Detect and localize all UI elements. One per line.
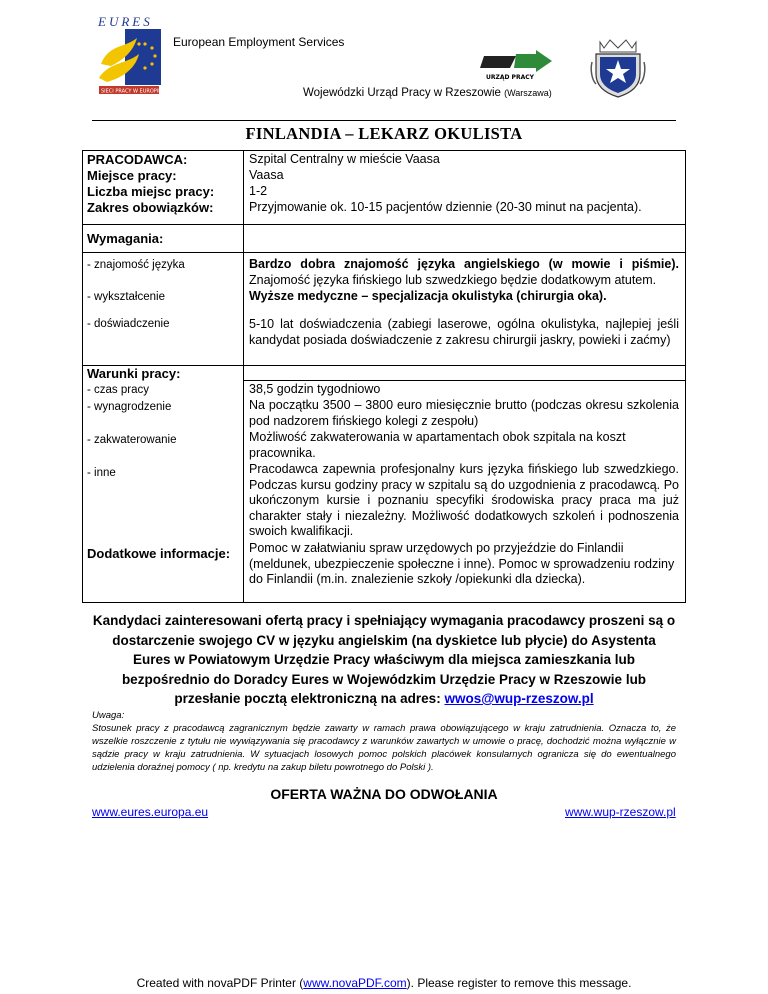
housing-value: Możliwość zakwaterowania w apartamentach obok szpitala na koszt pracownika. bbox=[249, 430, 626, 460]
office-note: (Warszawa) bbox=[504, 88, 552, 98]
header-divider bbox=[92, 120, 676, 121]
page-title: FINLANDIA – LEKARZ OKULISTA bbox=[245, 124, 523, 143]
duties-label: Zakres obowiązków: bbox=[87, 200, 214, 215]
row-divider bbox=[83, 224, 685, 225]
place-value: Vaasa bbox=[249, 168, 284, 182]
employer-label: PRACODAWCA: bbox=[87, 152, 188, 167]
offer-validity: OFERTA WAŻNA DO ODWOŁANIA bbox=[270, 786, 498, 802]
wup-website-link[interactable]: www.wup-rzeszow.pl bbox=[565, 805, 676, 819]
coat-of-arms-icon bbox=[590, 36, 646, 98]
place-label: Miejsce pracy: bbox=[87, 168, 177, 183]
education-label: - wykształcenie bbox=[87, 291, 165, 303]
column-divider bbox=[243, 151, 244, 602]
pdf-footer bbox=[0, 976, 768, 990]
requirements-label: Wymagania: bbox=[87, 231, 164, 246]
count-value: 1-2 bbox=[249, 184, 268, 198]
eures-logo-text: EURES bbox=[98, 14, 153, 29]
experience-value: 5-10 lat doświadczenia (zabiegi laserowe, ogólna okulistyka, najlepiej jeśli kandydat posiada doświadczenie z zakresu chirurgii jaskry, powieki i zaćmy) bbox=[249, 317, 679, 347]
note-heading: Uwaga: bbox=[92, 710, 125, 721]
work-time-value: 38,5 godzin tygodniowo bbox=[249, 382, 381, 396]
email-link[interactable]: wwos@wup-rzeszow.pl bbox=[444, 691, 594, 706]
work-time-label: - czas pracy bbox=[87, 384, 149, 396]
eures-logo-caption: SIECI PRACY W EUROPIE bbox=[101, 88, 162, 95]
count-label: Liczba miejsc pracy: bbox=[87, 184, 215, 199]
application-instructions bbox=[92, 611, 676, 709]
education-value: Wyższe medyczne – specjalizacja okulistyka (chirurgia oka). bbox=[249, 289, 607, 303]
experience-label: - doświadczenie bbox=[87, 318, 170, 330]
novapdf-link[interactable]: www.novaPDF.com bbox=[303, 976, 407, 990]
row-divider bbox=[83, 252, 685, 253]
job-offer-table bbox=[82, 150, 686, 603]
extra-info-value: Pomoc w załatwianiu spraw urzędowych po przyjeździe do Finlandii (meldunek, ubezpieczenie społeczne i inne). Pomoc w sprowadzeniu rodziny do Finlandii (m.in. znalezienie szkoły /opiekunki dla dziecka). bbox=[249, 541, 675, 586]
office-name bbox=[303, 87, 552, 99]
note-text: Stosunek pracy z pracodawcą zagranicznym będzie zawarty w ramach prawa obowiązującego w kraju zatrudnienia. Oznacza to, że wszelkie roszczenie z tytułu nie wywiązywania się pracodawcy z warunków zawartych w umowie o pracę, dochodzić można wyłącznie w sądzie pracy w kraju zatrudnienia. W sytuacjach losowych pomoc polskich placówek konsularnych ogranicza się do ewentualnego udzielenia doraźnej pomocy ( np. kredytu na zakup biletu powrotnego do Polski ). bbox=[92, 723, 676, 773]
other-value: Pracodawca zapewnia profesjonalny kurs języka fińskiego lub szwedzkiego. Podczas kursu godziny pracy w szpitalu są do uzgodnienia z pracodawcą. Po ukończonym kursie i poznaniu specyfiki środowiska pracy praca ma już charakter stały i niezależny. Możliwość dodatkowych szkoleń i podnoszenia swoich kwalifikacji. bbox=[249, 462, 679, 538]
eures-subtitle: European Employment Services bbox=[173, 35, 345, 49]
office-name-text: Wojewódzki Urząd Pracy w Rzeszowie bbox=[303, 87, 501, 99]
eures-logo bbox=[95, 14, 167, 96]
other-label: - inne bbox=[87, 467, 116, 479]
duties-value: Przyjmowanie ok. 10-15 pacjentów dziennie (20-30 minut na pacjenta). bbox=[249, 200, 642, 214]
legal-note bbox=[92, 709, 676, 774]
eures-website-link[interactable]: www.eures.europa.eu bbox=[92, 805, 209, 819]
language-value bbox=[249, 257, 679, 288]
language-label: - znajomość języka bbox=[87, 259, 185, 271]
footer-text-before: Created with novaPDF Printer ( bbox=[136, 976, 304, 990]
housing-label: - zakwaterowanie bbox=[87, 434, 177, 446]
language-value-extra: Znajomość języka fińskiego lub szwedzkiego będzie dodatkowym atutem. bbox=[249, 272, 657, 287]
footer-text-after: ). Please register to remove this message. bbox=[406, 976, 632, 990]
extra-info-label: Dodatkowe informacje: bbox=[87, 546, 231, 561]
employer-value: Szpital Centralny w mieście Vaasa bbox=[249, 152, 440, 166]
conditions-label: Warunki pracy: bbox=[87, 366, 181, 381]
salary-value: Na początku 3500 – 3800 euro miesięcznie brutto (podczas okresu szkolenia pod nadzorem fińskiego kolegi z zespołu) bbox=[249, 398, 679, 428]
wup-logo bbox=[480, 50, 554, 82]
application-text: Kandydaci zainteresowani ofertą pracy i spełniający wymagania pracodawcy proszeni są o dostarczenie swojego CV w języku angielskim (na dyskietce lub płycie) do Asystenta Eures w Powiatowym Urzędzie Pracy właściwym dla miejsca zamieszkania lub bezpośrednio do Doradcy Eures w Wojewódzkim Urzędzie Pracy w Rzeszowie lub przesłanie pocztą elektroniczną na adres: bbox=[92, 613, 676, 706]
row-divider bbox=[243, 380, 685, 381]
salary-label: - wynagrodzenie bbox=[87, 401, 172, 413]
language-value-main: Bardzo dobra znajomość języka angielskiego (w mowie i piśmie). bbox=[249, 257, 679, 271]
wup-logo-text: URZĄD PRACY bbox=[486, 74, 534, 81]
